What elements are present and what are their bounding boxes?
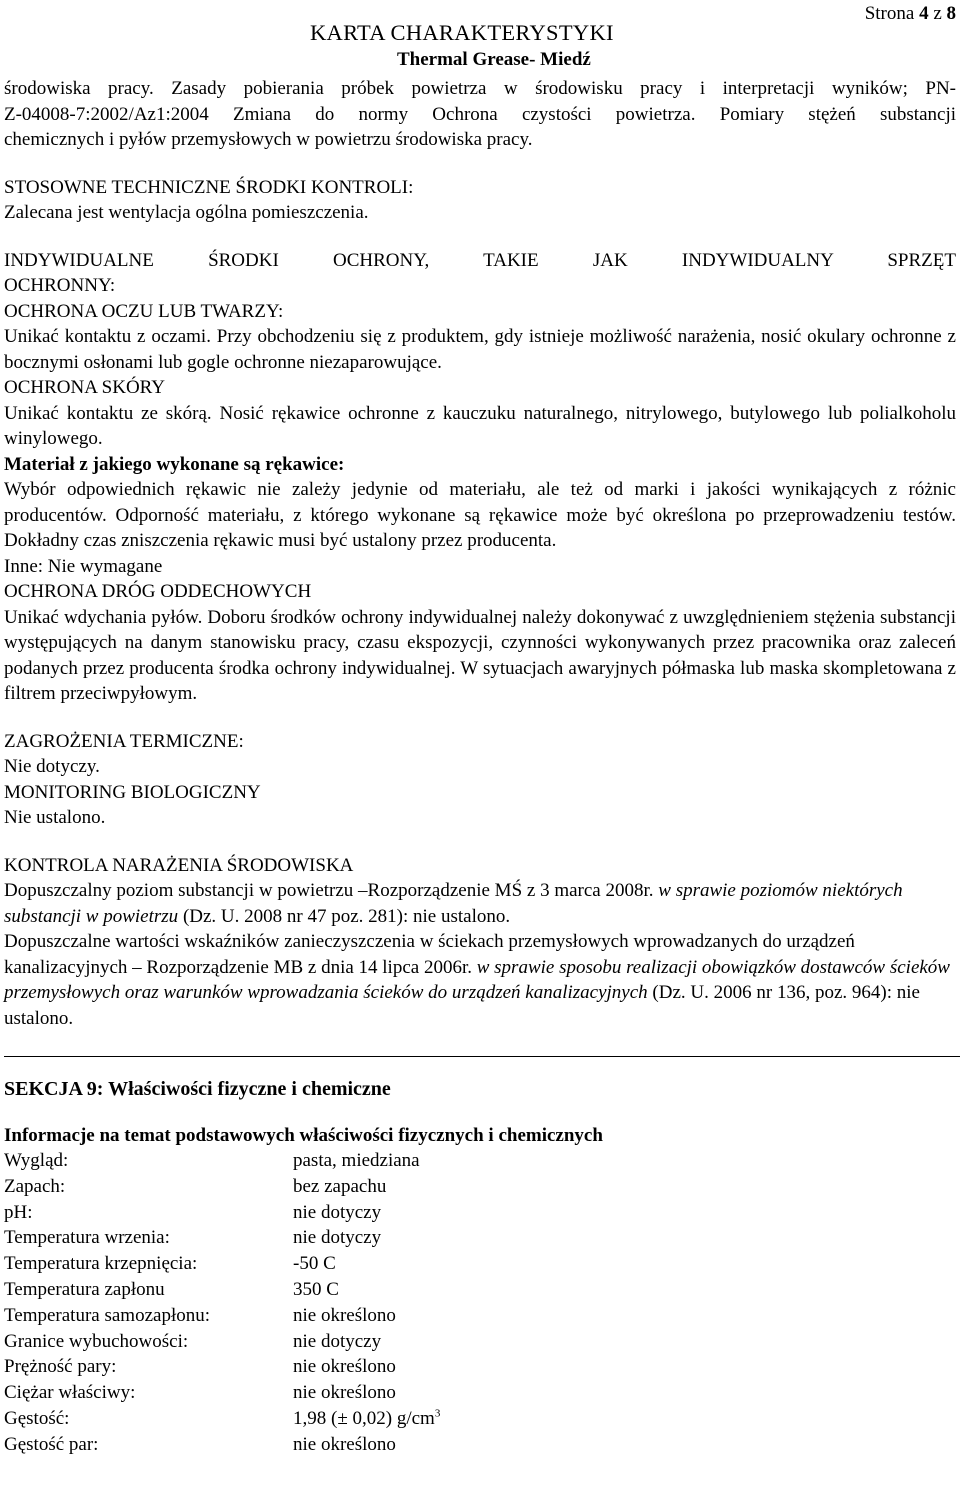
property-row: [4, 1329, 956, 1355]
env-p2-end: (Dz. U. 2006 nr 136, poz. 964): nie ustalono.: [4, 982, 920, 1029]
property-value-text: nie dotyczy: [293, 1201, 382, 1223]
property-row: [4, 1354, 956, 1380]
eye-protection-heading: OCHRONA OCZU LUB TWARZY:: [4, 300, 284, 322]
respiratory-protection-text: Unikać wdychania pyłów. Doboru środków ochrony indywidualnej należy dokonywać z uwzględnieniem stężenia substancji występujących na danym stanowisku pracy, czasu ekspozycji, czynności wykonywanych przez pracownika oraz zaleceń podanych przez producenta środka ochrony indywidualnej. W sytuacjach awaryjnych półmaska lub maska skompletowana z filtrem przeciwpyłowym.: [4, 606, 956, 704]
technical-controls-heading: STOSOWNE TECHNICZNE ŚRODKI KONTROLI:: [4, 176, 414, 198]
property-value-text: 1,98 (± 0,02) g/cm: [293, 1407, 435, 1429]
property-label: Gęstość:: [4, 1407, 70, 1429]
property-label: Wygląd:: [4, 1150, 69, 1171]
property-label: Zapach:: [4, 1175, 66, 1197]
env-p1-italic: w sprawie poziomów niektórych substancji w powietrzu: [4, 880, 903, 927]
property-row: [4, 1200, 956, 1226]
property-row: [4, 1380, 956, 1406]
property-row: [4, 1251, 956, 1277]
property-value-text: 350 C: [293, 1278, 339, 1300]
glove-material-text: Wybór odpowiednich rękawic nie zależy jedynie od materiału, ale też od marki i jakości wynikających z różnic producentów. Odporność materiału, z którego wykonane są rękawice może być określona po przeprowadzeniu testów. Dokładny czas zniszczenia rękawic musi być ustalony przez producenta.: [4, 479, 956, 551]
skin-protection-heading: OCHRONA SKÓRY: [4, 377, 166, 398]
environmental-exposure-heading: KONTROLA NARAŻENIA ŚRODOWISKA: [4, 854, 354, 876]
property-value: [293, 1225, 956, 1251]
ppe-heading-line-1: INDYWIDUALNE ŚRODKI OCHRONY, TAKIE JAK INDYWIDUALNY SPRZĘT: [4, 249, 956, 271]
property-value: [293, 1148, 956, 1174]
property-label: Prężność pary:: [4, 1356, 117, 1378]
thermal-hazards-heading: ZAGROŻENIA TERMICZNE:: [4, 730, 244, 752]
other-protection: Inne: Nie wymagane: [4, 555, 163, 577]
property-label: pH:: [4, 1201, 33, 1223]
document-title: KARTA CHARAKTERYSTYKI: [310, 20, 614, 45]
property-value: [293, 1406, 956, 1432]
property-value: [293, 1380, 956, 1406]
property-label: Temperatura krzepnięcia:: [4, 1253, 198, 1275]
continuation-line-3: chemicznych i pyłów przemysłowych w powietrzu środowiska pracy.: [4, 129, 533, 150]
property-value-text: nie określono: [293, 1304, 396, 1326]
property-value: [293, 1200, 956, 1226]
skin-protection-text: Unikać kontaktu ze skórą. Nosić rękawice ochronne z kauczuku naturalnego, nitrylowego, butylowego lub polialkoholu winylowego.: [4, 402, 956, 449]
property-value: [293, 1277, 956, 1303]
eye-protection-text: Unikać kontaktu z oczami. Przy obchodzeniu się z produktem, gdy istnieje możliwość narażenia, nosić okulary ochronne z bocznymi osłonami lub gogle ochronne niezaparowujące.: [4, 326, 956, 373]
continuation-line-2: Z-04008-7:2002/Az1:2004 Zmiana do normy Ochrona czystości powietrza. Pomiary stężeń substancji: [4, 103, 956, 125]
property-row: [4, 1432, 956, 1458]
section-9-title: SEKCJA 9: Właściwości fizyczne i chemiczne: [4, 1078, 391, 1100]
thermal-hazards-text: Nie dotyczy.: [4, 756, 100, 777]
property-value-text: -50 C: [293, 1253, 336, 1275]
continuation-line-1: środowiska pracy. Zasady pobierania próbek powietrza w środowisku pracy i interpretacji wyników; PN-: [4, 78, 956, 99]
page-of: z: [933, 3, 942, 24]
property-value-text: nie dotyczy: [293, 1330, 382, 1352]
property-value: [293, 1354, 956, 1380]
technical-controls-text: Zalecana jest wentylacja ogólna pomieszczenia.: [4, 202, 369, 223]
env-p2-text: Dopuszczalne wartości wskaźników zanieczyszczenia w ściekach przemysłowych wprowadzanych do urządzeń kanalizacyjnych – Rozporządzenie MB z dnia 14 lipca 2006r.: [4, 931, 855, 978]
property-label: Ciężar właściwy:: [4, 1382, 136, 1404]
env-p1-text: Dopuszczalny poziom substancji w powietrzu –Rozporządzenie MŚ z 3 marca 2008r.: [4, 880, 654, 901]
env-p1-end: (Dz. U. 2008 nr 47 poz. 281): nie ustalono.: [182, 905, 511, 927]
property-value-text: nie określono: [293, 1382, 396, 1404]
property-value: [293, 1432, 956, 1458]
ppe-heading-line-2: OCHRONNY:: [4, 275, 116, 296]
property-row: [4, 1277, 956, 1303]
product-name: Thermal Grease- Miedź: [397, 49, 591, 70]
environmental-paragraph-1: [4, 878, 956, 929]
section-9-subtitle: Informacje na temat podstawowych właściwości fizycznych i chemicznych: [4, 1124, 603, 1146]
page-total: 8: [946, 3, 956, 24]
property-label: Temperatura samozapłonu:: [4, 1304, 211, 1326]
property-value-superscript: 3: [434, 1407, 441, 1420]
respiratory-protection-heading: OCHRONA DRÓG ODDECHOWYCH: [4, 581, 312, 602]
property-row: [4, 1303, 956, 1329]
property-value-text: nie dotyczy: [293, 1227, 382, 1249]
property-label: Temperatura wrzenia:: [4, 1227, 170, 1249]
document-body: [4, 76, 956, 1458]
biomonitoring-heading: MONITORING BIOLOGICZNY: [4, 781, 261, 803]
page-label: Strona: [864, 3, 915, 24]
property-row: [4, 1225, 956, 1251]
property-value: [293, 1303, 956, 1329]
property-label: Gęstość par:: [4, 1433, 99, 1455]
env-p2-italic: w sprawie sposobu realizacji obowiązków dostawców ścieków przemysłowych oraz warunków wprowadzania ścieków do urządzeń kanalizacyjnych: [4, 956, 950, 1003]
glove-material-heading: Materiał z jakiego wykonane są rękawice:: [4, 453, 345, 475]
property-row: [4, 1148, 956, 1174]
property-value-text: nie określono: [293, 1433, 396, 1455]
property-row: [4, 1174, 956, 1200]
property-label: Temperatura zapłonu: [4, 1278, 165, 1300]
property-value-text: bez zapachu: [293, 1175, 387, 1197]
page-current: 4: [919, 3, 929, 24]
property-value-text: pasta, miedziana: [293, 1150, 420, 1171]
page-number: [865, 1, 956, 27]
property-row: [4, 1406, 956, 1432]
property-value-text: nie określono: [293, 1356, 396, 1378]
properties-table: [4, 1148, 956, 1458]
biomonitoring-text: Nie ustalono.: [4, 807, 106, 828]
environmental-paragraph-2: [4, 929, 956, 1031]
property-value: [293, 1329, 956, 1355]
page-header: [0, 0, 960, 76]
property-label: Granice wybuchowości:: [4, 1330, 189, 1352]
property-value: [293, 1174, 956, 1200]
property-value: [293, 1251, 956, 1277]
